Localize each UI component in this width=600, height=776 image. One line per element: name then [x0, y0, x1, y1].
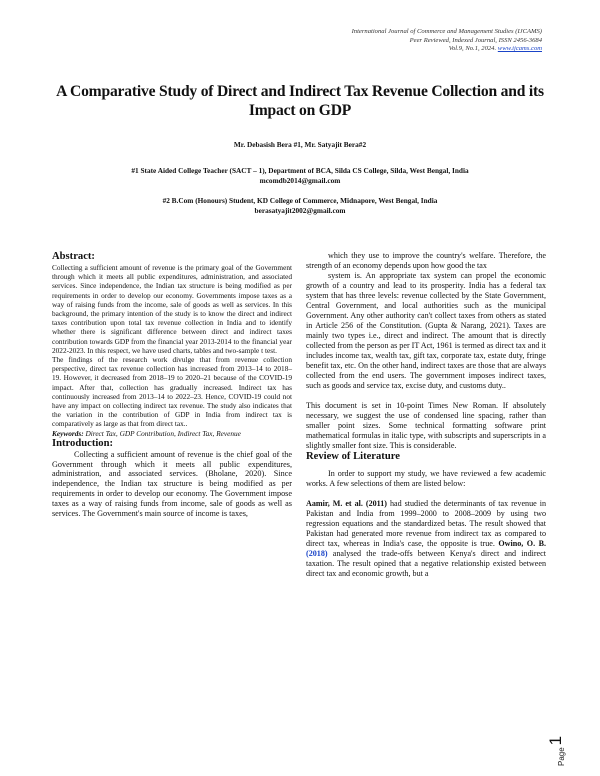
reference-owino-text: analysed the trade-offs between Kenya's direct and indirect taxation. The result opined that a negative relationship existed between direct tax and economic growth, but a [306, 549, 546, 578]
tax-system-paragraph: system is. An appropriate tax system can propel the economic growth of a country and lead to its prosperity. India has a federal tax system that has three levels: revenue collected by the State Government, Central Government, and local authorities such as the municipal Government. Any other authority can't collect taxes from others as stated in Article 256 of the Constitution. (Gupta & Narang, 2021). Taxes are mainly two types i.e., direct and indirect. The amount that is directly collected from the person as per IT Act, 1961 is termed as direct tax and it includes income tax, wealth tax, gift tax, corporate tax, estate duty, fringe benefit tax, etc. On the other hand, indirect taxes are those that are always collected from the end users. The government imposes indirect taxes, such as goods and service tax, excise duty, and customs duty.. [306, 271, 546, 390]
page-number-footer [546, 722, 566, 766]
journal-volume: Vol.9, No.1, 2024. [448, 45, 497, 53]
abstract-heading: Abstract: [52, 251, 95, 262]
page-label: Page [557, 747, 566, 766]
introduction-paragraph: Collecting a sufficient amount of revenue is the chief goal of the Government through which it meets all public expenditures, administration, and associated services. (Bholane, 2020). Since independence, the Indian tax structure is being modified as per requirements in order to develop our economy. The Government impose taxes as a way of raising funds from income, sale of goods as well as services. The Government's main source of income is taxes, [52, 449, 292, 519]
reference-aamir: Aamir, M. et al. (2011) [306, 499, 387, 508]
reference-aamir-text: had studied the determinants of tax revenue in Pakistan and India from 1999–2000 to 2008–2009 by using two regression equations and the standardized betas. The result showed that Pakistan had generated more revenue from indirect tax as compared to direct tax, whereas in India's case, the opposite is true. [306, 499, 546, 548]
affiliation-1 [60, 166, 540, 186]
keywords-label: Keywords: [52, 428, 84, 438]
journal-url-link[interactable]: www.ijcams.com [497, 45, 542, 53]
paper-title: A Comparative Study of Direct and Indirect Tax Revenue Collection and its Impact on GDP [56, 83, 544, 119]
review-intro-paragraph: In order to support my study, we have reviewed a few academic works. A few selections of them are listed below: [306, 469, 546, 488]
keywords-line [52, 429, 292, 438]
journal-review-line: Peer Reviewed, Indexed Journal, ISSN 2456-3684 [409, 36, 542, 44]
reference-owino: Owino, O. B. [498, 539, 547, 548]
template-note-paragraph: This document is set in 10-point Times New Roman. If absolutely necessary, we suggest the use of condensed line spacing, rather than smaller point sizes. Some technical formatting software print mathematical formulas in italic type, with subscripts and superscripts in a slightly smaller font size. This is considerable. [306, 401, 546, 450]
affiliation-1-email: mcomdb2014@gmail.com [259, 176, 341, 185]
right-column [306, 251, 546, 579]
reference-owino-year: (2018) [306, 549, 328, 558]
journal-name: International Journal of Commerce and Management Studies (IJCAMS) [351, 28, 542, 35]
introduction-heading: Introduction: [52, 437, 114, 449]
journal-header [212, 28, 542, 54]
review-references-paragraph [306, 499, 546, 579]
keywords-text: Direct Tax, GDP Contribution, Indirect Tax, Revenue [85, 428, 241, 438]
affiliation-1-text: #1 State Aided College Teacher (SACT – 1), Department of BCA, Silda CS College, Silda, West Bengal, India [131, 166, 469, 175]
intro-continued-paragraph: which they use to improve the country's welfare. Therefore, the strength of an economy depends upon how good the tax [306, 251, 546, 270]
abstract-paragraph-1: Collecting a sufficient amount of revenue is the primary goal of the Government through which it meets all public expenditures, administration, and associated services. Since independence, the Indian tax structure is being modified as per requirements in order to develop our economy. Governments impose taxes as a way of raising funds from the income, sale of goods as well as services. In this background, the primary intention of the study is to know the direct and indirect taxes contribution upon total tax revenue collection in India and to identify whether there is significant difference between direct and indirect taxes contribution towards GDP from the financial year 2013-2014 to the financial year 2022-2023. In this respect, we have used charts, tables and two-sample t test. [52, 263, 292, 355]
abstract-paragraph-2: The findings of the research work divulge that from revenue collection perspective, direct tax revenue collection has increased from 2013–14 to 2018–19. However, it decreased from 2018–19 to 2020–21 because of the COVID-19 impact. After that, collection has gradually increased. Indirect tax has continuously increased from 2013–14 to 2022–23. Hence, COVID-19 could not have any impact on collecting indirect tax revenue. The study also indicates that the variation in the contribution of GDP in India from indirect tax is comparatively as large as that from direct tax.. [52, 355, 292, 429]
review-heading: Review of Literature [306, 451, 400, 462]
page-number: 1 [546, 735, 565, 746]
left-column [52, 251, 292, 519]
affiliation-2-email: berasatyajit2002@gmail.com [254, 206, 346, 215]
paper-authors: Mr. Debasish Bera #1, Mr. Satyajit Bera#2 [233, 140, 367, 149]
affiliation-2 [60, 196, 540, 216]
journal-volume-line [212, 45, 542, 54]
affiliation-2-text: #2 B.Com (Honours) Student, KD College of Commerce, Midnapore, West Bengal, India [162, 196, 438, 205]
